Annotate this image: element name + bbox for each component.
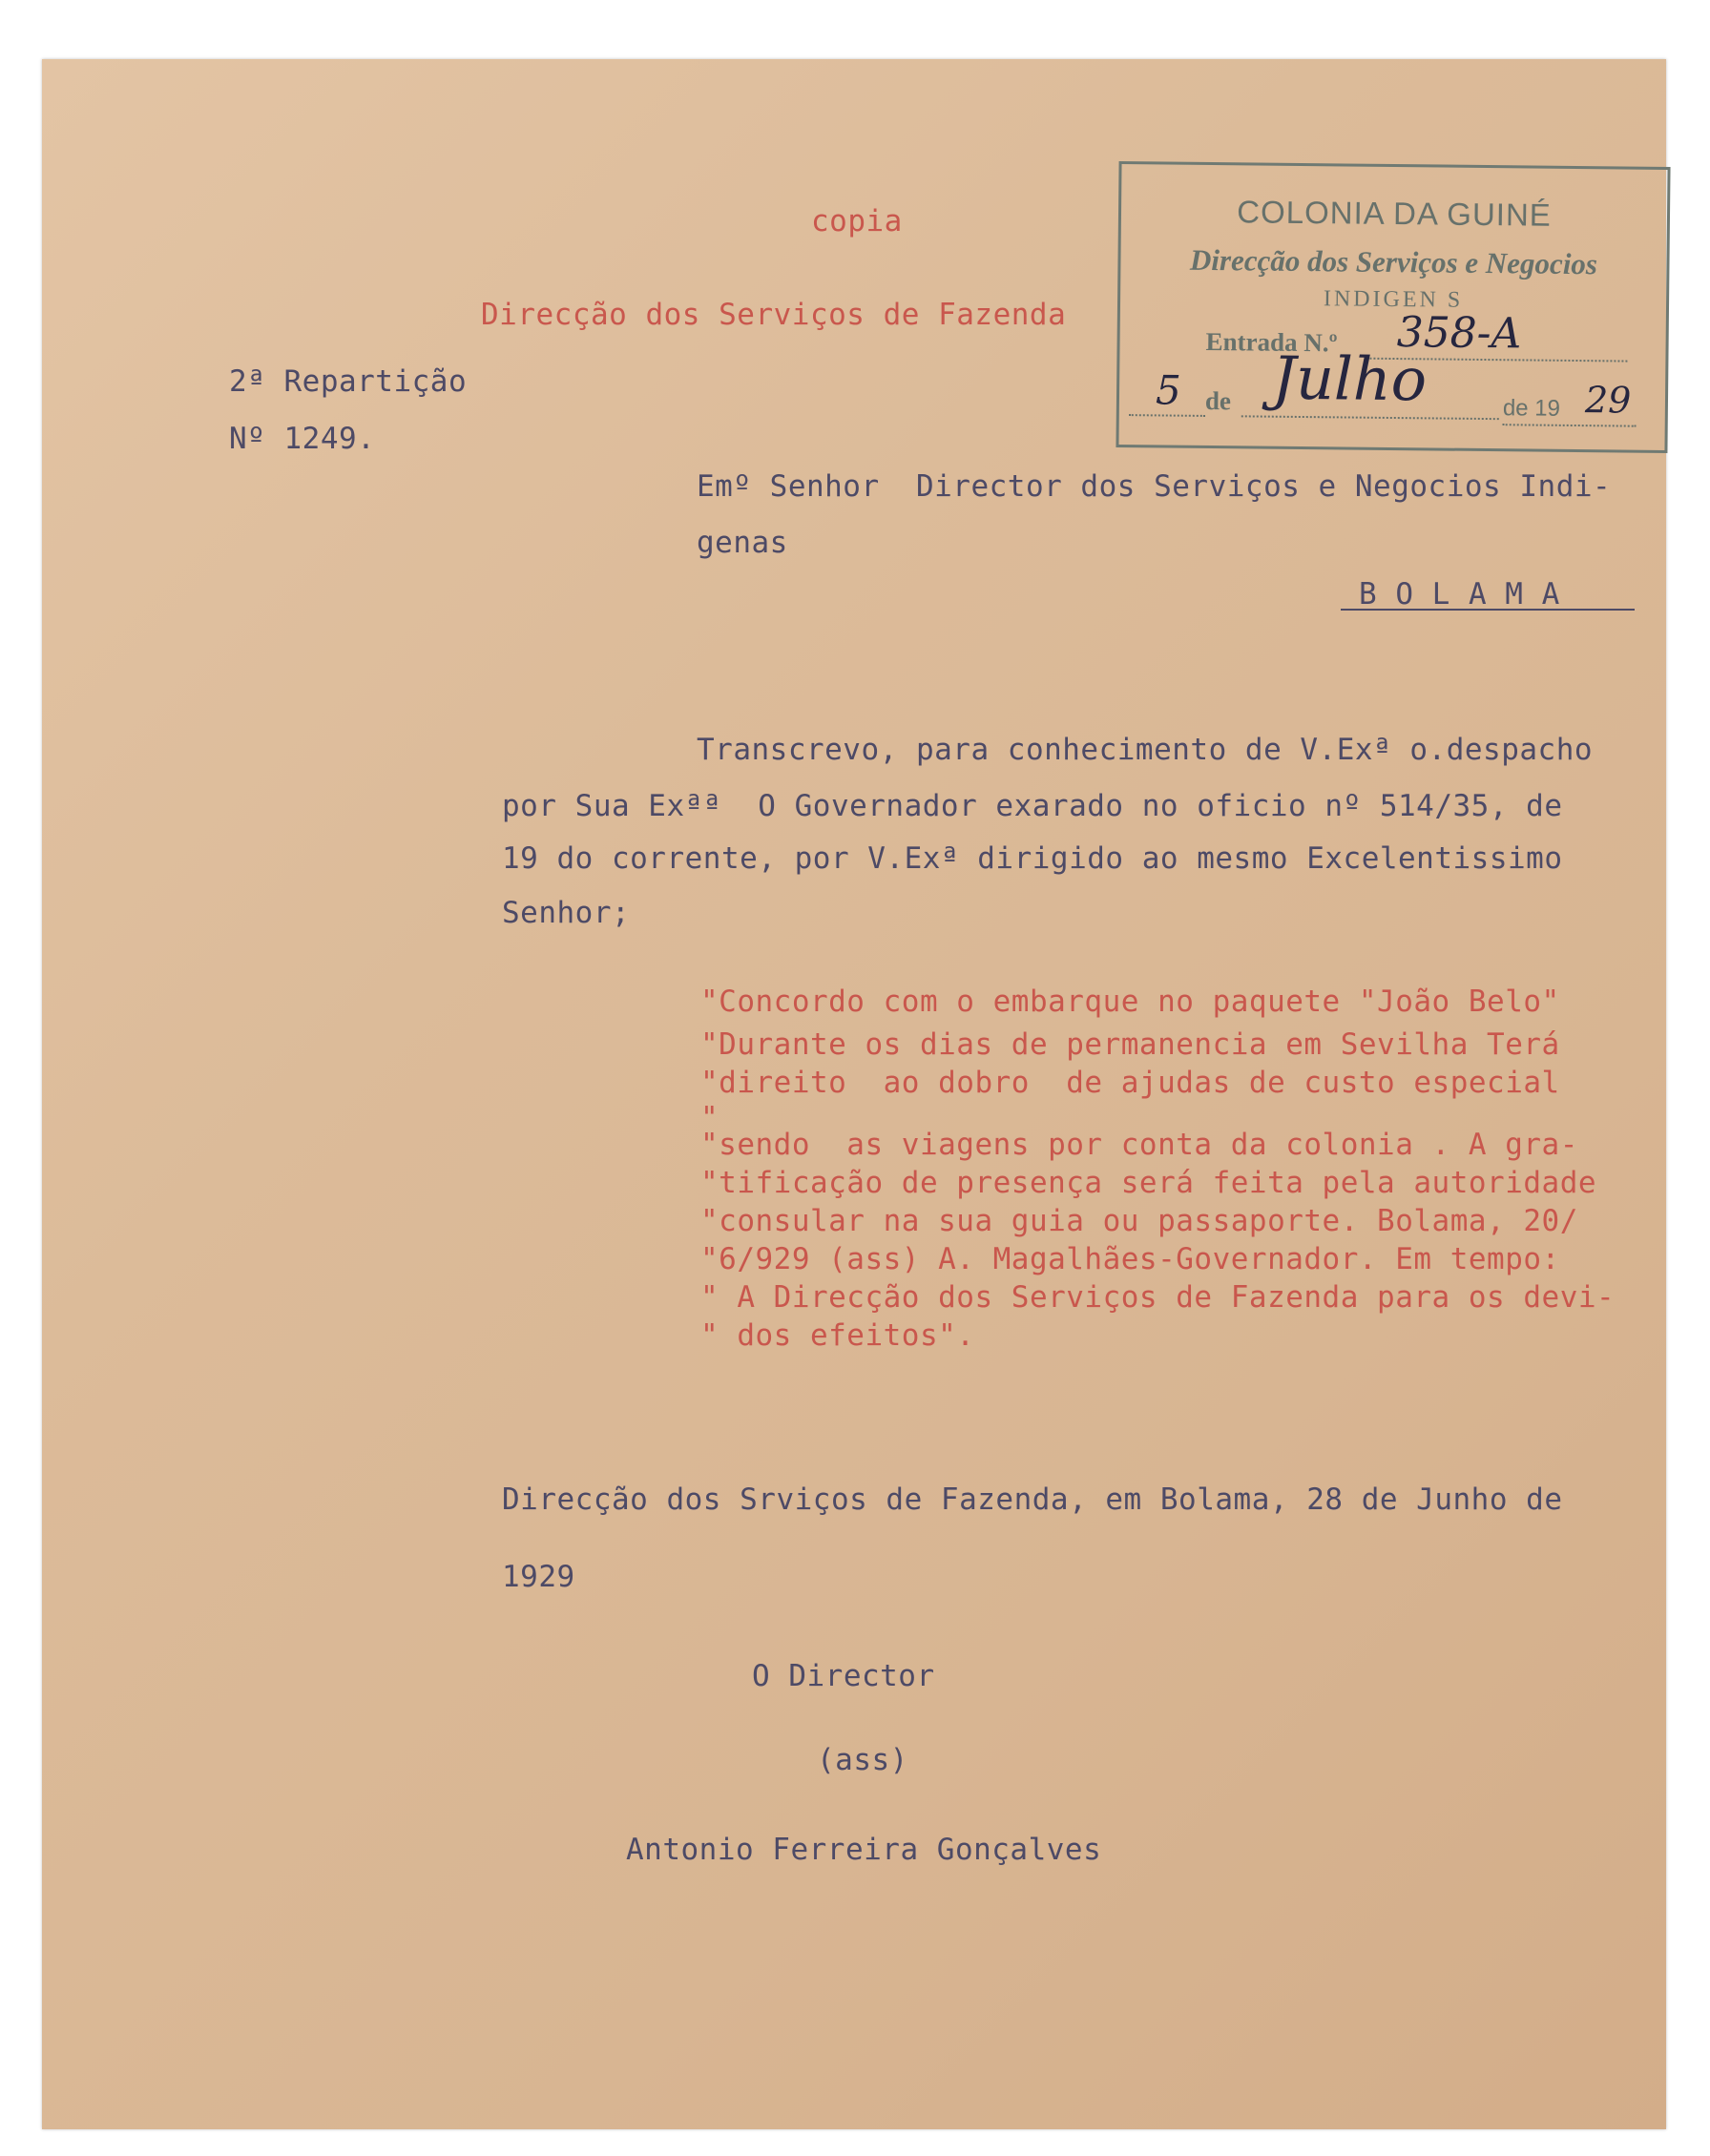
body-line: Senhor; [502, 896, 631, 930]
quote-line: " A Direcção dos Serviços de Fazenda para os devi- [700, 1280, 1616, 1315]
quote-line: " [700, 1101, 719, 1135]
copia-label: copia [811, 204, 903, 238]
quote-line: "Durante os dias de permanencia em Sevilha Terá [700, 1027, 1560, 1062]
quote-line: " dos efeitos". [700, 1318, 975, 1353]
stamp-day: 5 [1155, 366, 1182, 414]
addressee-line-1: Emº Senhor Director dos Serviços e Negocios Indi- [697, 469, 1612, 504]
stamp-entry-number: 358-A [1396, 308, 1522, 359]
addressee-city: B O L A M A [1359, 577, 1560, 612]
stamp-year-suffix: 29 [1584, 379, 1632, 422]
department-heading: Direcção dos Serviços de Fazenda [481, 298, 1067, 332]
stamp-title: COLONIA DA GUINÉ [1237, 194, 1553, 233]
quote-line: "6/929 (ass) A. Magalhães-Governador. Em tempo: [700, 1242, 1560, 1276]
document-page [42, 59, 1666, 2129]
signatory-name: Antonio Ferreira Gonçalves [626, 1833, 1102, 1867]
addressee-line-2: genas [697, 526, 788, 560]
stamp-de-label: de [1204, 385, 1232, 416]
stamp-dotted-line [1129, 414, 1205, 417]
reference-number: Nº 1249. [229, 422, 376, 456]
body-line: por Sua Exªª O Governador exarado no oficio nº 514/35, de [502, 789, 1563, 823]
stamp-dotted-line [1241, 415, 1499, 420]
body-line: Transcrevo, para conhecimento de V.Exª o.despacho [697, 733, 1594, 767]
quote-line: "consular na sua guia ou passaporte. Bolama, 20/ [700, 1204, 1578, 1238]
signature-ass: (ass) [817, 1743, 908, 1777]
stamp-dotted-line [1503, 424, 1637, 426]
city-underline [1341, 609, 1635, 611]
quote-line: "Concordo com o embarque no paquete "João Belo" [700, 985, 1560, 1019]
closing-line-1: Direcção dos Srviços de Fazenda, em Bolama, 28 de Junho de [502, 1482, 1563, 1517]
quote-line: "sendo as viagens por conta da colonia . A gra- [700, 1128, 1578, 1162]
entry-stamp [1116, 161, 1670, 453]
signatory-title: O Director [752, 1659, 935, 1693]
stamp-indigenas: INDIGEN S [1323, 286, 1464, 313]
body-line: 19 do corrente, por V.Exª dirigido ao mesmo Excelentissimo [502, 841, 1563, 876]
stamp-subtitle: Direcção dos Serviços e Negocios [1189, 242, 1598, 281]
stamp-month: Julho [1271, 342, 1428, 415]
closing-year: 1929 [502, 1560, 575, 1594]
reparticao-label: 2ª Repartição [229, 364, 468, 399]
quote-line: "tificação de presença será feita pela autoridade [700, 1166, 1597, 1200]
stamp-year-label: de 19 [1502, 395, 1561, 422]
stamp-entrada-label: Entrada N.º [1205, 326, 1338, 358]
quote-line: "direito ao dobro de ajudas de custo especial [700, 1066, 1560, 1100]
